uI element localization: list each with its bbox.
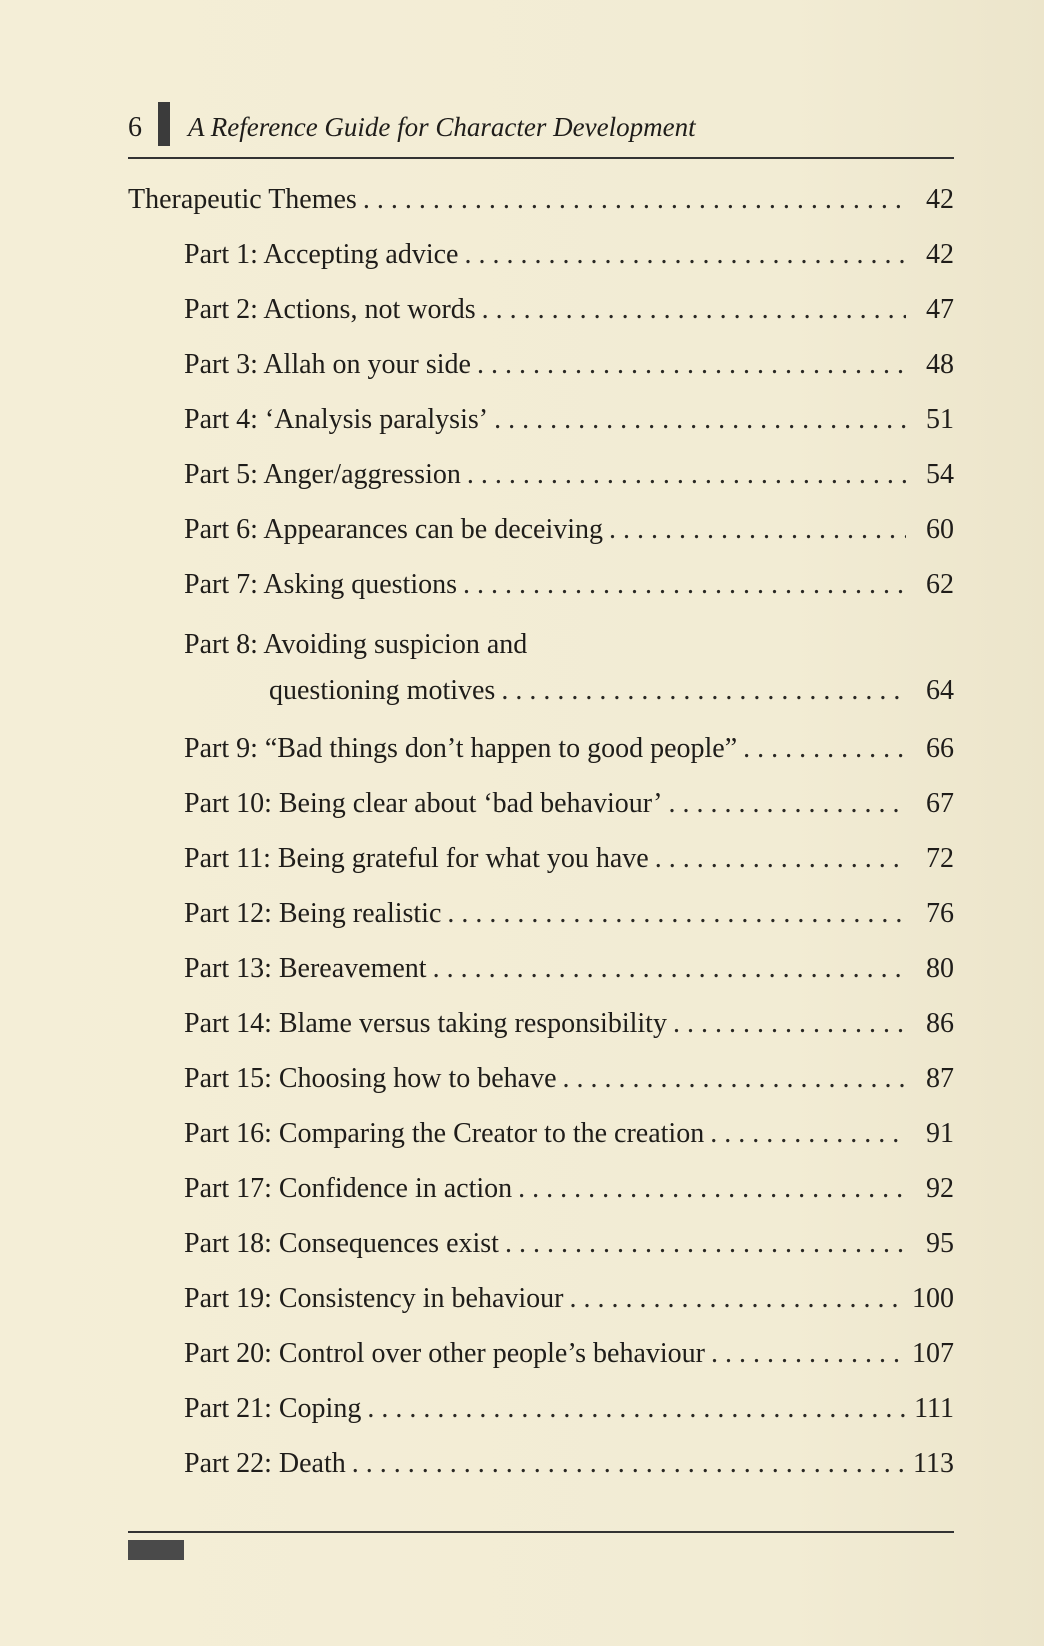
toc-entry-title: Part 15: Choosing how to behave [184,1063,557,1094]
toc-entry-title: Part 19: Consistency in behaviour [184,1283,564,1314]
toc-entry-page: 107 [912,1338,954,1369]
toc-entry-page: 80 [926,953,954,984]
toc-entry-page: 54 [926,459,954,490]
dot-leader [710,1116,906,1152]
toc-entry-part-8[interactable] [128,622,954,714]
toc-entry-title: Part 14: Blame versus taking responsibility [184,1008,667,1039]
page-number: 6 [128,112,142,143]
toc-entry-page: 95 [926,1228,954,1259]
toc-entry-title: Part 1: Accepting advice [184,239,459,270]
toc-entry-page: 48 [926,349,954,380]
footer-rule [128,1531,954,1533]
toc-entry-part-3[interactable] [128,347,954,383]
toc-entry-page: 64 [926,675,954,706]
toc-entry-title: Part 5: Anger/aggression [184,459,461,490]
toc-entry-page: 76 [926,898,954,929]
toc-entry-page: 66 [926,733,954,764]
dot-leader [563,1061,906,1097]
dot-leader [570,1281,904,1317]
toc-entry-part-1[interactable] [128,237,954,273]
toc-entry-page: 60 [926,514,954,545]
toc-entry-title: Part 18: Consequences exist [184,1228,499,1259]
toc-entry-title: Part 3: Allah on your side [184,349,471,380]
toc-entry-part-6[interactable] [128,512,954,548]
toc-entry-title: Part 4: ‘Analysis paralysis’ [184,404,489,435]
toc-entry-page: 87 [926,1063,954,1094]
dot-leader [668,786,906,822]
toc-entry-part-2[interactable] [128,292,954,328]
dot-leader [609,512,906,548]
toc-entry-part-22[interactable] [128,1446,954,1482]
dot-leader [655,841,906,877]
toc-section-therapeutic-themes[interactable] [128,182,954,218]
toc-entry-title: Part 6: Appearances can be deceiving [184,514,604,545]
toc-entry-title: Part 20: Control over other people’s behaviour [184,1338,705,1369]
toc-entry-title: Part 22: Death [184,1448,346,1479]
toc-entry-title-line2: questioning motives [269,675,496,706]
dot-leader [363,182,906,218]
toc-entry-title: Part 11: Being grateful for what you have [184,843,649,874]
toc-entry-title: Part 13: Bereavement [184,953,427,984]
table-of-contents [128,182,954,1501]
toc-entry-title: Part 7: Asking questions [184,569,458,600]
dot-leader [494,402,906,438]
dot-leader [477,347,906,383]
dot-leader [464,237,906,273]
toc-entry-part-4[interactable] [128,402,954,438]
toc-entry-title: Part 21: Coping [184,1393,362,1424]
toc-entry-title: Part 10: Being clear about ‘bad behaviour’ [184,788,663,819]
toc-entry-page: 72 [926,843,954,874]
running-title: A Reference Guide for Character Development [188,112,696,142]
toc-entry-page: 100 [912,1283,954,1314]
dot-leader [433,951,906,987]
toc-entry-page: 47 [926,294,954,325]
dot-leader [447,896,906,932]
toc-entry-page: 42 [926,239,954,270]
dot-leader [711,1336,904,1372]
toc-entry-page: 62 [926,569,954,600]
toc-entry-part-10[interactable] [128,786,954,822]
dot-leader [482,292,906,328]
header-rule [128,157,954,159]
toc-entry-page: 113 [913,1448,954,1479]
toc-entry-title: Part 16: Comparing the Creator to the creation [184,1118,705,1149]
dot-leader [518,1171,906,1207]
toc-entry-page: 92 [926,1173,954,1204]
toc-entry-title: Part 12: Being realistic [184,898,442,929]
toc-entry-part-12[interactable] [128,896,954,932]
toc-entry-page: 91 [926,1118,954,1149]
toc-entry-title-line1: Part 8: Avoiding suspicion and [184,629,528,660]
dot-leader [467,457,906,493]
toc-entry-part-15[interactable] [128,1061,954,1097]
toc-entry-second-line [184,668,954,714]
dot-leader [673,1006,906,1042]
dot-leader [505,1226,906,1262]
dot-leader [352,1446,905,1482]
toc-entry-page: 42 [926,184,954,215]
toc-entry-title: Part 17: Confidence in action [184,1173,513,1204]
toc-entry-page: 111 [914,1393,954,1424]
toc-entry-part-14[interactable] [128,1006,954,1042]
toc-entry-page: 67 [926,788,954,819]
toc-entry-title: Therapeutic Themes [128,184,357,215]
toc-entry-part-7[interactable] [128,567,954,603]
page-header [128,100,954,158]
toc-entry-part-18[interactable] [128,1226,954,1262]
toc-entry-part-9[interactable] [128,731,954,767]
toc-entry-part-16[interactable] [128,1116,954,1152]
dot-leader [463,567,906,603]
toc-entry-title: Part 2: Actions, not words [184,294,476,325]
toc-entry-part-21[interactable] [128,1391,954,1427]
dot-leader [743,731,906,767]
toc-entry-part-19[interactable] [128,1281,954,1317]
header-bar-ornament [158,102,170,146]
footer-block-ornament [128,1540,184,1560]
toc-entry-part-17[interactable] [128,1171,954,1207]
toc-entry-title: Part 9: “Bad things don’t happen to good people” [184,733,738,764]
dot-leader [501,668,906,714]
toc-entry-part-5[interactable] [128,457,954,493]
toc-entry-part-13[interactable] [128,951,954,987]
toc-entry-page: 51 [926,404,954,435]
toc-entry-page: 86 [926,1008,954,1039]
dot-leader [367,1391,906,1427]
toc-entry-part-11[interactable] [128,841,954,877]
toc-entry-part-20[interactable] [128,1336,954,1372]
